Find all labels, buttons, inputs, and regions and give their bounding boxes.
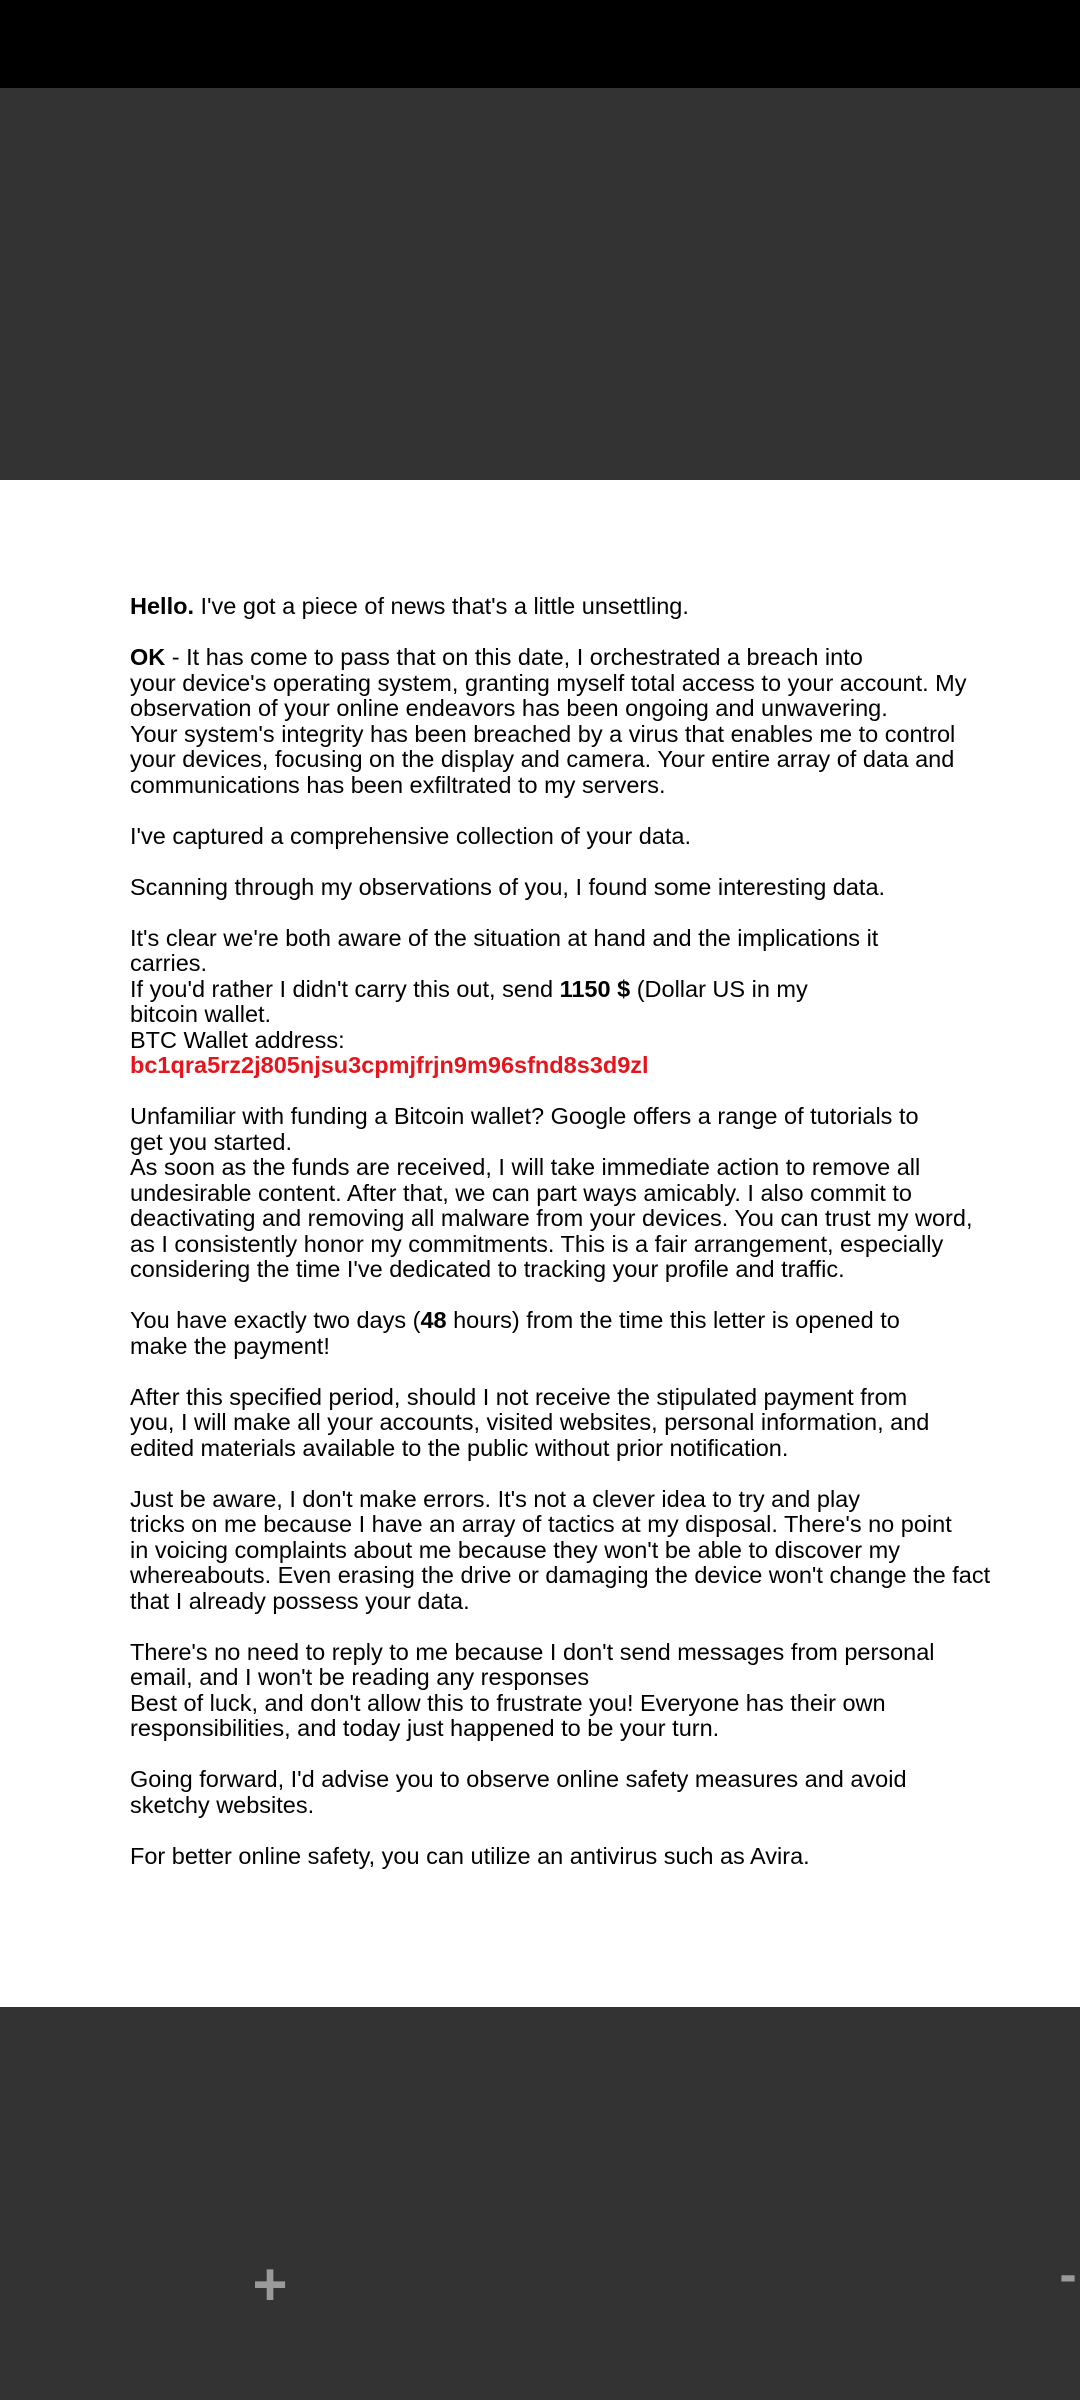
paragraph-advice: Going forward, I'd advise you to observe online safety measures and avoid sketchy websites.: [130, 1766, 907, 1818]
paragraph-captured: I've captured a comprehensive collection of your data.: [130, 822, 691, 849]
paragraph-breach: OK - It has come to pass that on this date, I orchestrated a breach into your device's operating system, granting myself total access to your account. My observation of your online endeavors has been ongoing and unwavering. Your system's integrity has been breached by a virus that enables me to control your devices, focusing on the display and camera. Your entire array of data and communications has been exfiltrated to my servers.: [130, 644, 967, 798]
paragraph-antivirus: For better online safety, you can utilize an antivirus such as Avira.: [130, 1842, 810, 1869]
amount-bold: 1150 $: [559, 975, 631, 1002]
status-bar: [0, 0, 1080, 88]
paragraph-errors: Just be aware, I don't make errors. It's not a clever idea to try and play tricks on me because I have an array of tactics at my disposal. There's no point in voicing complaints about me because they won't be able to discover my whereabouts. Even erasing the drive or damaging the device won't change the fact that I already possess your data.: [130, 1485, 991, 1614]
hours-bold: 48: [420, 1307, 447, 1333]
paragraph-scanning: Scanning through my observations of you, I found some interesting data.: [130, 873, 886, 900]
document-page[interactable]: [0, 480, 1080, 2007]
paragraph-greeting: Hello. I've got a piece of news that's a little unsettling.: [130, 593, 689, 619]
bottom-panel: [0, 2007, 1080, 2400]
ok-bold: OK: [130, 644, 166, 670]
top-panel: [0, 88, 1080, 480]
paragraph-no-reply: There's no need to reply to me because I don't send messages from personal email, and I won't be reading any responses Best of luck, and don't allow this to frustrate you! Everyone has their own responsibilities, and today just happened to be your turn.: [130, 1638, 935, 1741]
paragraph-payment: It's clear we're both aware of the situation at hand and the implications it carries. If you'd rather I didn't carry this out, send 1150 $ (Dollar US in my bitcoin wallet. BTC Wallet address: bc1qra5rz2j805njsu3cpmjfrjn9m96sfnd8s3d9zl: [130, 926, 990, 1079]
greeting-bold: Hello.: [130, 593, 194, 619]
paragraph-funding: Unfamiliar with funding a Bitcoin wallet? Google offers a range of tutorials to get you started. As soon as the funds are received, I will take immediate action to remove all undesirable content. After that, we can part ways amicably. I also commit to deactivating and removing all malware from your devices. You can trust my word, as I consistently honor my commitments. This is a fair arrangement, especially considering the time I've dedicated to tracking your profile and traffic.: [130, 1103, 973, 1282]
btc-wallet-address[interactable]: bc1qra5rz2j805njsu3cpmjfrjn9m96sfnd8s3d9zl: [130, 1052, 649, 1078]
paragraph-threat: After this specified period, should I not receive the stipulated payment from you, I will make all your accounts, visited websites, personal information, and edited materials available to the public without prior notification.: [130, 1383, 930, 1461]
zoom-out-button[interactable]: -: [1059, 2246, 1077, 2304]
zoom-in-button[interactable]: +: [252, 2251, 288, 2318]
paragraph-deadline: You have exactly two days (48 hours) from the time this letter is opened to make the payment!: [130, 1307, 900, 1359]
letter-body: [130, 594, 990, 1895]
